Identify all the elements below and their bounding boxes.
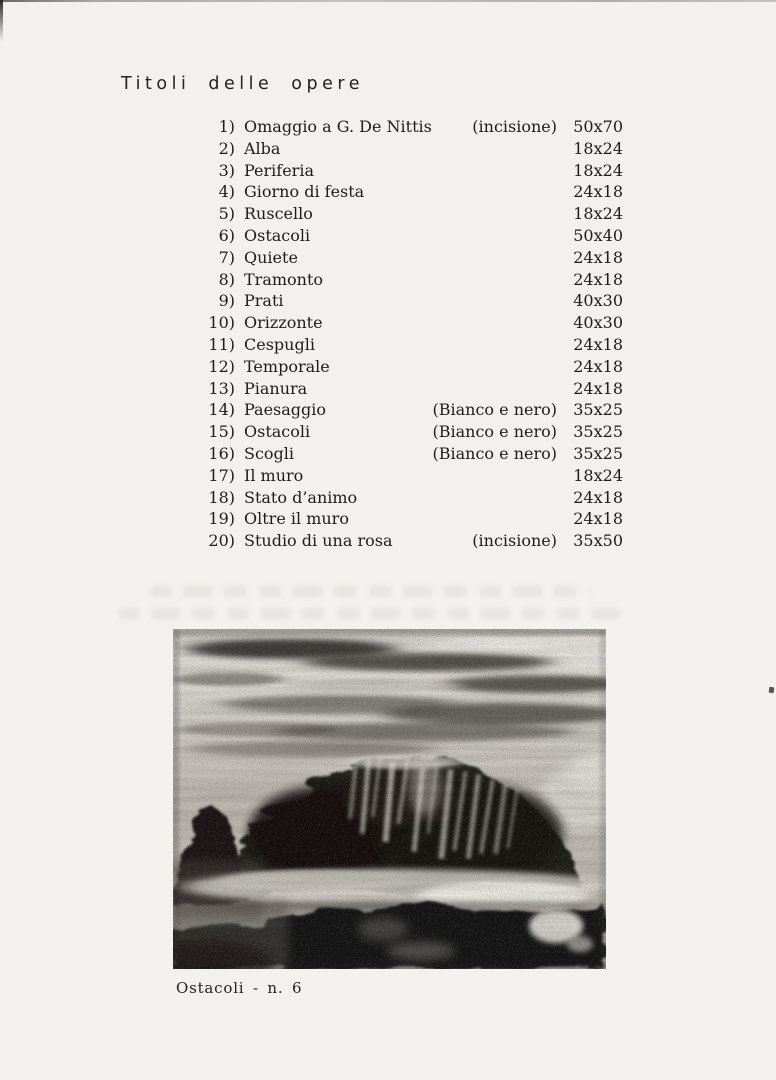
work-dimensions: 24x18 xyxy=(573,182,623,202)
work-row xyxy=(203,181,623,203)
work-dimensions: 24x18 xyxy=(573,356,623,376)
work-row xyxy=(203,356,623,378)
work-row xyxy=(203,465,623,487)
work-title: Omaggio a G. De Nittis xyxy=(244,117,432,136)
work-title: Giorno di festa xyxy=(244,182,365,202)
work-annotation xyxy=(388,181,557,203)
work-row xyxy=(203,487,623,509)
work-annotation xyxy=(388,378,557,400)
works-list xyxy=(203,116,623,552)
work-number: 8) xyxy=(218,269,235,289)
artwork-caption: Ostacoli - n. 6 xyxy=(176,979,303,997)
work-dimensions: 40x30 xyxy=(573,313,623,333)
work-title: Paesaggio xyxy=(244,400,327,420)
work-dimensions: 24x18 xyxy=(573,378,623,398)
work-annotation: (incisione) xyxy=(472,531,557,551)
work-title: Prati xyxy=(244,291,284,311)
work-number: 12) xyxy=(208,356,235,376)
work-row xyxy=(203,334,623,356)
work-title: Temporale xyxy=(244,356,330,376)
work-title: Cespugli xyxy=(244,334,315,354)
work-number: 11) xyxy=(208,334,235,354)
work-dimensions: 18x24 xyxy=(573,204,623,224)
work-number: 18) xyxy=(208,487,235,507)
work-title: Alba xyxy=(244,138,281,158)
work-annotation xyxy=(388,269,557,291)
work-number: 4) xyxy=(218,182,235,202)
work-dimensions: 24x18 xyxy=(573,269,623,289)
work-row xyxy=(203,138,623,160)
work-annotation xyxy=(388,138,557,160)
work-number: 20) xyxy=(208,531,235,551)
artwork-image xyxy=(173,629,606,969)
work-annotation: (Bianco e nero) xyxy=(432,422,557,442)
work-title: Pianura xyxy=(244,378,308,398)
work-title: Studio di una rosa xyxy=(244,531,393,551)
scan-right-edge-speck xyxy=(769,687,775,694)
work-dimensions: 18x24 xyxy=(573,160,623,180)
work-dimensions: 18x24 xyxy=(573,465,623,485)
artwork-figure xyxy=(173,629,606,969)
work-annotation xyxy=(388,290,557,312)
work-title: Il muro xyxy=(244,465,304,485)
work-dimensions: 24x18 xyxy=(573,334,623,354)
work-dimensions: 24x18 xyxy=(573,487,623,507)
work-title: Scogli xyxy=(244,443,295,463)
work-title: Stato d’animo xyxy=(244,487,358,507)
work-number: 2) xyxy=(218,138,235,158)
work-annotation xyxy=(388,247,557,269)
work-number: 6) xyxy=(218,225,235,245)
work-dimensions: 50x70 xyxy=(573,117,623,136)
work-number: 19) xyxy=(208,509,235,529)
work-row xyxy=(203,312,623,334)
work-number: 13) xyxy=(208,378,235,398)
work-row xyxy=(203,378,623,400)
work-annotation xyxy=(388,508,557,530)
work-dimensions: 18x24 xyxy=(573,138,623,158)
work-title: Tramonto xyxy=(244,269,324,289)
work-dimensions: 35x50 xyxy=(573,531,623,551)
work-row xyxy=(203,225,623,247)
work-row xyxy=(203,269,623,291)
work-dimensions: 50x40 xyxy=(573,225,623,245)
work-title: Oltre il muro xyxy=(244,509,349,529)
work-title: Quiete xyxy=(244,247,298,267)
scan-top-edge-line xyxy=(0,0,776,2)
work-number: 15) xyxy=(208,422,235,442)
work-dimensions: 40x30 xyxy=(573,291,623,311)
work-annotation: (Bianco e nero) xyxy=(432,400,557,420)
work-row xyxy=(203,116,623,138)
work-annotation: (Bianco e nero) xyxy=(432,443,557,463)
page-showthrough-line xyxy=(118,608,623,619)
work-title: Periferia xyxy=(244,160,314,180)
work-row xyxy=(203,443,623,465)
work-title: Ruscello xyxy=(244,204,313,224)
page-showthrough-line xyxy=(150,586,592,597)
work-title: Ostacoli xyxy=(244,422,311,442)
work-annotation: (incisione) xyxy=(472,117,557,136)
work-number: 3) xyxy=(218,160,235,180)
work-title: Ostacoli xyxy=(244,225,311,245)
work-title: Orizzonte xyxy=(244,313,323,333)
work-number: 17) xyxy=(208,465,235,485)
work-annotation xyxy=(388,465,557,487)
work-row xyxy=(203,247,623,269)
work-dimensions: 35x25 xyxy=(573,422,623,442)
work-row xyxy=(203,399,623,421)
work-annotation xyxy=(388,203,557,225)
work-row xyxy=(203,160,623,182)
work-number: 9) xyxy=(218,291,235,311)
work-number: 14) xyxy=(208,400,235,420)
work-dimensions: 35x25 xyxy=(573,400,623,420)
work-annotation xyxy=(388,225,557,247)
work-annotation xyxy=(388,334,557,356)
work-row xyxy=(203,530,623,552)
work-row xyxy=(203,508,623,530)
work-dimensions: 24x18 xyxy=(573,247,623,267)
work-number: 5) xyxy=(218,204,235,224)
work-dimensions: 35x25 xyxy=(573,443,623,463)
work-number: 10) xyxy=(208,313,235,333)
scan-left-edge-mark xyxy=(0,0,3,42)
work-annotation xyxy=(388,312,557,334)
work-dimensions: 24x18 xyxy=(573,509,623,529)
work-row xyxy=(203,421,623,443)
page-title: Titoli delle opere xyxy=(121,73,364,94)
grain-layer xyxy=(173,629,606,969)
work-annotation xyxy=(388,356,557,378)
work-row xyxy=(203,290,623,312)
work-number: 1) xyxy=(218,117,235,136)
work-annotation xyxy=(388,487,557,509)
work-number: 7) xyxy=(218,247,235,267)
work-row xyxy=(203,203,623,225)
work-number: 16) xyxy=(208,443,235,463)
work-annotation xyxy=(388,160,557,182)
